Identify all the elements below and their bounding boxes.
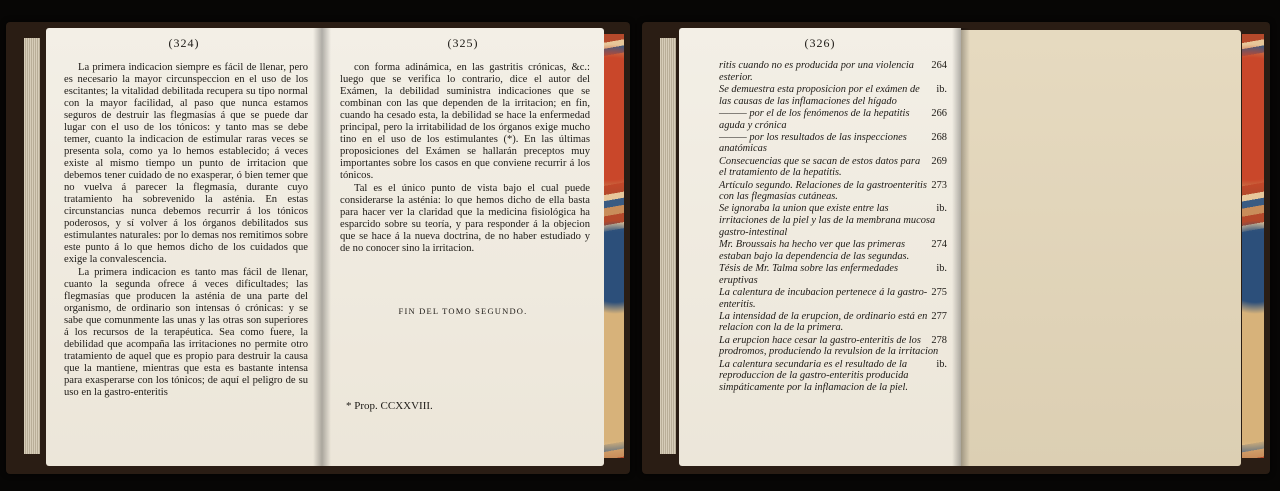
toc-page-number: 268 xyxy=(931,131,947,143)
toc-entry-text: La calentura secundaria es el resultado de la reproduccion de la gastro-enteritis producida simpáticamente por la inflamacion de la piel. xyxy=(719,358,909,393)
gutter-shadow-left xyxy=(313,28,331,466)
toc-entry xyxy=(719,359,947,394)
toc-entry xyxy=(719,311,947,334)
toc-page-number: 277 xyxy=(931,310,947,322)
page-number: (325) xyxy=(447,36,479,50)
page-number: (324) xyxy=(168,36,200,50)
end-of-volume-line: FIN DEL TOMO SEGUNDO. xyxy=(398,306,528,316)
toc-entry-text: La calentura de incubacion pertenece á la gastro-enteritis. xyxy=(719,286,928,310)
toc-entry xyxy=(719,239,947,262)
toc-entry-text: ——— por los resultados de las inspecciones anatómicas xyxy=(719,131,907,155)
toc-entry-text: La erupcion hace cesar la gastro-enteritis de los prodromos, produciendo la revulsion de la irritacion xyxy=(719,334,939,358)
footnote: * Prop. CCXXVIII. xyxy=(346,400,433,412)
toc-entry xyxy=(719,60,947,83)
toc-page-number: ib. xyxy=(936,83,947,95)
toc-entry xyxy=(719,84,947,107)
toc-page-number: ib. xyxy=(936,262,947,274)
page-324 xyxy=(46,28,322,466)
paragraph: con forma adinámica, en las gastritis crónicas, &c.: luego que se verifica lo contrario, dice el autor del Exámen, la debilidad suministra indicaciones que se combinan con las que dependen de la irritacion; en fin, cuando ha cesado esta, la debilidad se hace la enfermedad principal, pero la irritabilidad de los órganos exige mucho tino en el uso de los estimulantes (*). En las últimas proposiciones del Exámen se hallarán preceptos muy importantes sobre los casos en que conviene recurrir á los tónicos. xyxy=(340,62,590,181)
toc-entry-text: Tésis de Mr. Talma sobre las enfermedades eruptivas xyxy=(719,262,899,286)
toc-entry xyxy=(719,263,947,286)
right-page-edges xyxy=(660,38,676,454)
blank-endpaper xyxy=(961,30,1241,466)
paragraph: La primera indicacion es tanto mas fácil de llenar, cuanto la segunda ofrece á veces dificultades; las flegmasías que producen la asténia de una parte del organismo, de ordinario son intensas ó crónicas: y se sabe que comunmente las unas y las otras son superiores á los recursos de la terapéutica. Sea como fuere, la debilidad que acompaña las irritaciones no permite otro tratamiento de aquel que es propio para destruir la causa que la mantiene, mientras que esta es bastante intensa para exasperarse con los tónicos; de aquí el peligro de su uso en la gastro-enteritis xyxy=(64,267,308,398)
page-325 xyxy=(322,28,604,466)
toc-page-number: 275 xyxy=(931,286,947,298)
toc-page-number: 264 xyxy=(931,60,947,71)
toc-page-number: ib. xyxy=(936,358,947,370)
paragraph: La primera indicacion siempre es fácil de llenar, pero es necesario la mayor circunspeccion en el uso de los escitantes; la vitalidad debilitada recupera su tipo normal con la mayor facilidad, al paso que nunca estamos seguros de destruir las flegmasías á que se puede dar lugar con el uso de los tónicos: y tanto mas se debe temer, cuanto la indicacion de estimular raras veces se presenta sola, como ya lo hemos establecido; á veces existe al mismo tiempo un punto de irritacion que debemos tener cuidado de no exasperar, ó bien temer que no vuelva á parecer la flegmasía, durante cuyo tratamiento ha sobrevenido la asténia. En estas circunstancias nunca debemos recurrir á los tónicos poderosos, y sí volver á los órganos debilitados sus estimulantes naturales: por lo demas nos remitimos sobre este punto á lo que hemos dicho de los cuidados que exige la convalescencia. xyxy=(64,62,308,265)
toc-page-number: 266 xyxy=(931,107,947,119)
page-body xyxy=(340,62,590,255)
page-326 xyxy=(679,28,961,466)
toc-entry-text: ritis cuando no es producida por una violencia esterior. xyxy=(719,60,914,83)
toc-entry xyxy=(719,287,947,310)
toc-entry xyxy=(719,108,947,131)
page-body xyxy=(64,62,308,399)
page-number: (326) xyxy=(804,36,836,50)
toc-entry-text: Se ignoraba la union que existe entre las irritaciones de la piel y las de la membrana mucosa gastro-intestinal xyxy=(719,203,936,238)
toc-entry-text: Consecuencias que se sacan de estos datos para el tratamiento de la hepatitis. xyxy=(719,155,921,179)
toc-entry xyxy=(719,132,947,155)
marbled-edge-right xyxy=(1242,34,1264,458)
toc-page-number: ib. xyxy=(936,203,947,215)
toc-entry-text: Mr. Broussais ha hecho ver que las primeras estaban bajo la dependencia de las segundas. xyxy=(719,239,910,262)
toc-entry xyxy=(719,180,947,203)
paragraph: Tal es el único punto de vista bajo el cual puede considerarse la asténia: lo que hemos dicho de ella basta para hacer ver la claridad que la medicina fisiológica ha esparcido sobre su teoría, y para responder á la objecion que se hace á la nueva doctrina, de no haber estudiado y de no conocer sino la irritacion. xyxy=(340,183,590,254)
toc-page-number: 278 xyxy=(931,334,947,346)
toc-entry-text: Artículo segundo. Relaciones de la gastroenteritis con las flegmasías cutáneas. xyxy=(719,179,927,203)
toc-entry xyxy=(719,156,947,179)
toc-page-number: 269 xyxy=(931,155,947,167)
left-page-edges xyxy=(24,38,40,454)
toc-entry-text: ——— por el de los fenómenos de la hepatitis aguda y crónica xyxy=(719,107,910,131)
toc-entry xyxy=(719,335,947,358)
gutter-shadow-right xyxy=(952,28,970,466)
marbled-edge-left xyxy=(602,34,624,458)
toc-page-number: 274 xyxy=(931,239,947,251)
toc-entry-text: La intensidad de la erupcion, de ordinario está en relacion con la de la primera. xyxy=(719,310,928,334)
table-of-contents xyxy=(719,60,947,394)
toc-page-number: 273 xyxy=(931,179,947,191)
toc-entry xyxy=(719,203,947,238)
toc-entry-text: Se demuestra esta proposicion por el exámen de las causas de las inflamaciones del hígado xyxy=(719,83,920,107)
